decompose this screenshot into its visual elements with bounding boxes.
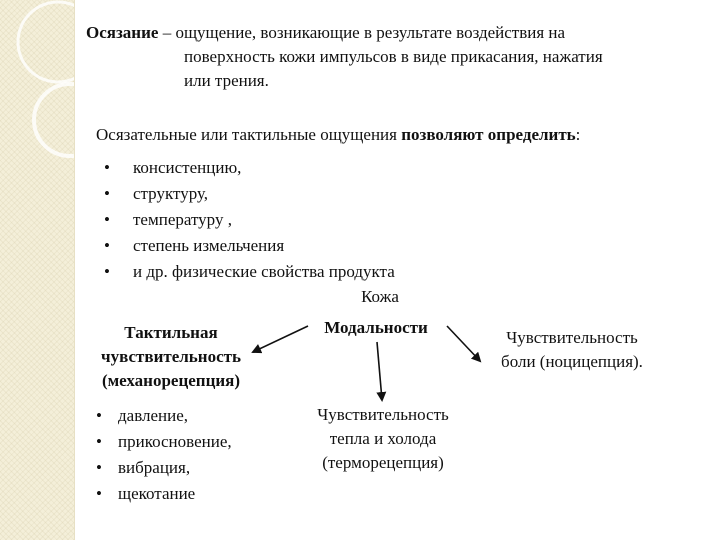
diagram-left-line-3: (механорецепция) — [101, 371, 241, 390]
bullet-icon: • — [104, 236, 110, 255]
diagram-root-label: Кожа — [361, 287, 399, 306]
definition-term: Осязание — [86, 23, 159, 42]
diagram-left-line-2: чувствительность — [101, 347, 241, 366]
arrow-to-tactile — [253, 326, 308, 352]
list-item-text: и др. физические свойства продукта — [133, 262, 395, 281]
list-item-text: температуру , — [133, 210, 232, 229]
definition-line-2: поверхность кожи импульсов в виде прикасания, нажатия — [184, 47, 603, 66]
arrow-to-thermal — [377, 342, 382, 400]
bullet-icon: • — [104, 184, 110, 203]
diagram-bottom-line-2: тепла и холода — [329, 429, 437, 448]
bullet-icon: • — [96, 484, 102, 503]
diagram-bottom-line-1: Чувствительность — [317, 405, 449, 424]
definition-text: – ощущение, возникающие в результате воздействия на — [158, 23, 566, 42]
intro-suffix: : — [575, 125, 581, 144]
diagram-right-line-2: боли (ноцицепция). — [501, 352, 643, 371]
bullet-icon: • — [96, 406, 102, 425]
diagram-bottom-line-3: (терморецепция) — [322, 453, 444, 472]
list-item-text: давление, — [118, 406, 189, 425]
intro-bold: позволяют определить — [401, 125, 576, 144]
list-item-text: щекотание — [118, 484, 196, 503]
intro-prefix: Осязательные или тактильные ощущения — [96, 125, 402, 144]
bullet-icon: • — [104, 158, 110, 177]
list-item-text: консистенцию, — [133, 158, 242, 177]
bullet-icon: • — [104, 210, 110, 229]
bullet-icon: • — [104, 262, 110, 281]
list-item-text: структуру, — [133, 184, 209, 203]
diagram-center-label: Модальности — [324, 318, 428, 337]
arrow-to-pain — [447, 326, 480, 361]
diagram-right-line-1: Чувствительность — [506, 328, 638, 347]
list-item-text: прикосновение, — [118, 432, 232, 451]
definition-line-3: или трения. — [184, 71, 269, 90]
bullet-icon: • — [96, 432, 102, 451]
list-item-text: степень измельчения — [133, 236, 285, 255]
list-item-text: вибрация, — [118, 458, 191, 477]
bullet-icon: • — [96, 458, 102, 477]
diagram-left-line-1: Тактильная — [124, 323, 218, 342]
